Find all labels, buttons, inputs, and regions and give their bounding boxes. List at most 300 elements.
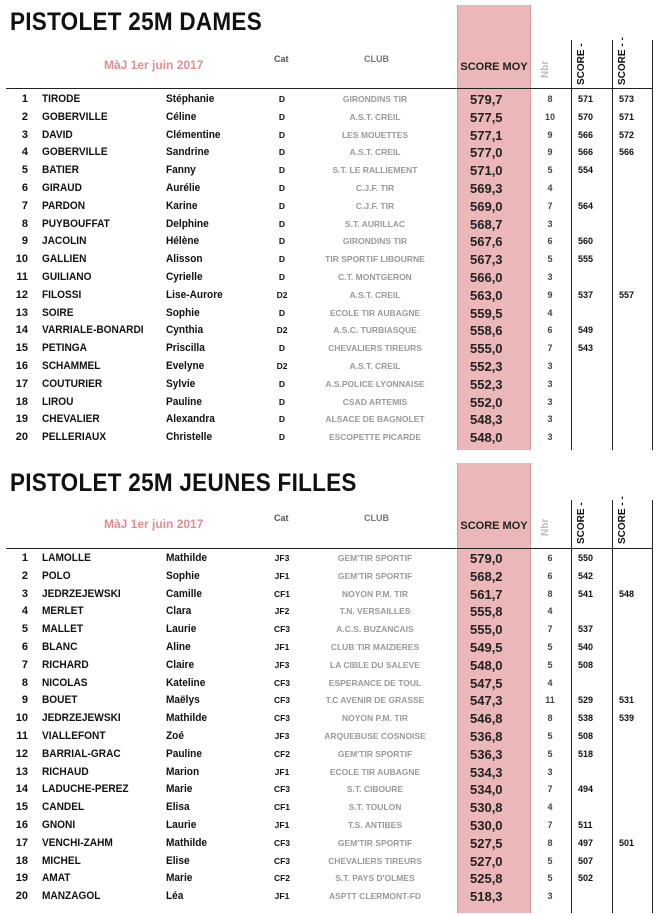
cell-score-moy: 577,0 (470, 145, 503, 161)
table-row (0, 835, 660, 853)
cell-category: D (278, 165, 286, 176)
cell-last-name: GUILIANO (42, 270, 92, 283)
cell-last-name: SOIRE (42, 306, 74, 319)
cell-score-2: 531 (619, 695, 635, 706)
cell-club: TIR SPORTIF LIBOURNE (325, 254, 425, 265)
cell-last-name: VIALLEFONT (42, 729, 106, 742)
cell-category: D2 (276, 289, 288, 300)
cell-nbr: 8 (547, 713, 553, 724)
cell-rank: 3 (21, 587, 28, 600)
cell-first-name: Céline (166, 110, 197, 123)
cell-nbr: 7 (547, 819, 553, 830)
cell-last-name: MALLET (42, 623, 84, 636)
cell-club: CHEVALIERS TIREURS (328, 855, 422, 866)
cell-last-name: GOBERVILLE (42, 146, 108, 159)
cell-nbr: 8 (547, 588, 553, 599)
cell-last-name: MANZAGOL (42, 890, 101, 903)
cell-last-name: CANDEL (42, 801, 85, 814)
header-score-1: SCORE - (576, 43, 587, 85)
cell-category: D (278, 218, 286, 229)
table-row (0, 429, 660, 447)
cell-club: A.S.T. CREIL (349, 147, 401, 158)
cell-rank: 20 (15, 431, 28, 444)
cell-club: ECOLE TIR AUBAGNE (329, 766, 421, 777)
cell-rank: 5 (21, 164, 28, 177)
table-row (0, 853, 660, 871)
cell-first-name: Evelyne (166, 359, 205, 372)
cell-first-name: Laurie (166, 623, 197, 636)
cell-last-name: PETINGA (42, 342, 87, 355)
cell-category: JF3 (274, 553, 290, 563)
cell-category: CF3 (273, 695, 291, 706)
cell-first-name: Kateline (166, 676, 206, 689)
cell-nbr: 4 (547, 802, 553, 813)
update-date: MàJ 1er juin 2017 (104, 517, 204, 531)
cell-last-name: COUTURIER (42, 377, 103, 390)
cell-rank: 8 (21, 676, 28, 689)
cell-first-name: Elise (166, 854, 190, 867)
cell-rank: 17 (15, 836, 28, 849)
cell-category: D (278, 414, 286, 425)
cell-rank: 1 (21, 552, 28, 564)
cell-score-moy: 548,0 (470, 430, 503, 446)
table-row (0, 799, 660, 817)
cell-last-name: LAMOLLE (42, 552, 91, 564)
cell-score-moy: 579,0 (470, 551, 503, 566)
cell-score-1: 529 (578, 695, 594, 706)
cell-rank: 5 (21, 623, 28, 636)
table-row (0, 764, 660, 782)
cell-club: ASPTT CLERMONT-FD (328, 891, 422, 902)
cell-score-2: 557 (619, 289, 635, 300)
cell-score-moy: 552,0 (470, 394, 503, 410)
cell-first-name: Fanny (166, 164, 196, 177)
section-dames (0, 0, 660, 455)
cell-nbr: 6 (547, 570, 553, 581)
cell-score-1: 542 (578, 570, 594, 581)
table-row (0, 603, 660, 621)
cell-score-1: 502 (578, 873, 594, 884)
cell-first-name: Sandrine (166, 146, 210, 159)
cell-score-1: 508 (578, 730, 594, 741)
cell-category: D (278, 182, 286, 193)
cell-rank: 18 (15, 395, 28, 408)
header-club: CLUB (364, 513, 389, 523)
cell-nbr: 8 (547, 837, 553, 848)
cell-score-2: 572 (619, 129, 635, 140)
cell-last-name: PUYBOUFFAT (42, 217, 110, 230)
cell-last-name: GALLIEN (42, 253, 87, 266)
cell-score-moy: 561,7 (470, 586, 503, 602)
table-row (0, 180, 660, 198)
cell-rank: 12 (15, 288, 28, 301)
cell-rank: 14 (15, 324, 28, 337)
table-row (0, 550, 660, 568)
cell-category: CF3 (273, 855, 291, 866)
cell-last-name: VENCHI-ZAHM (42, 836, 113, 849)
cell-score-1: 571 (578, 94, 594, 104)
table-row (0, 251, 660, 269)
cell-last-name: RICHAUD (42, 765, 89, 778)
cell-category: D (278, 200, 286, 211)
cell-first-name: Alisson (166, 253, 203, 266)
cell-rank: 15 (15, 342, 28, 355)
cell-score-1: 554 (578, 165, 594, 176)
cell-score-1: 543 (578, 343, 594, 354)
cell-category: D (278, 94, 286, 104)
cell-first-name: Clara (166, 605, 192, 618)
cell-club: GEM'TIR SPORTIF (337, 570, 413, 581)
cell-rank: 11 (16, 270, 28, 283)
cell-nbr: 7 (547, 784, 553, 795)
cell-category: JF1 (274, 641, 290, 652)
cell-score-1: 540 (578, 641, 594, 652)
cell-rank: 11 (16, 729, 28, 742)
cell-score-1: 560 (578, 236, 594, 247)
header-nbr: Nbr (540, 60, 551, 78)
cell-score-1: 507 (578, 855, 594, 866)
cell-nbr: 10 (544, 111, 555, 122)
table-row (0, 394, 660, 412)
cell-category: JF1 (274, 570, 290, 581)
cell-rank: 12 (15, 747, 28, 760)
table-row (0, 109, 660, 127)
cell-nbr: 3 (547, 766, 553, 777)
cell-last-name: NICOLAS (42, 676, 88, 689)
table-row (0, 376, 660, 394)
cell-last-name: LADUCHE-PEREZ (42, 783, 129, 796)
cell-rank: 3 (21, 128, 28, 141)
results-table (0, 91, 660, 447)
cell-nbr: 6 (547, 236, 553, 247)
cell-last-name: BATIER (42, 164, 79, 177)
cell-category: D2 (276, 360, 288, 371)
cell-first-name: Marion (166, 765, 200, 778)
cell-category: CF3 (273, 837, 291, 848)
cell-club: C.T. MONTGERON (338, 271, 412, 282)
cell-nbr: 9 (547, 147, 553, 158)
cell-club: ESCOPETTE PICARDE (328, 432, 422, 443)
cell-club: C.J.F. TIR (355, 200, 395, 211)
table-row (0, 710, 660, 728)
cell-last-name: DAVID (42, 128, 73, 141)
cell-category: D (278, 271, 286, 282)
cell-score-moy: 546,8 (470, 711, 503, 727)
cell-first-name: Cynthia (166, 324, 204, 337)
cell-score-moy: 536,3 (470, 746, 503, 762)
cell-first-name: Stéphanie (166, 93, 215, 105)
cell-score-moy: 518,3 (470, 889, 503, 905)
cell-club: A.S.POLICE LYONNAISE (325, 378, 425, 389)
cell-score-moy: 566,0 (470, 269, 503, 285)
table-row (0, 233, 660, 251)
cell-rank: 7 (21, 199, 28, 212)
cell-club: C.J.F. TIR (355, 182, 395, 193)
cell-score-moy: 530,0 (470, 817, 503, 833)
cell-first-name: Mathilde (166, 712, 208, 725)
table-row (0, 746, 660, 764)
cell-score-moy: 569,0 (470, 198, 503, 214)
cell-nbr: 3 (547, 360, 553, 371)
cell-rank: 19 (15, 872, 28, 885)
cell-score-moy: 552,3 (470, 358, 503, 374)
cell-score-moy: 563,0 (470, 287, 503, 303)
table-row (0, 657, 660, 675)
header-rule (6, 548, 652, 549)
cell-category: JF1 (274, 766, 290, 777)
cell-club: T.S. ANTIBES (348, 819, 402, 830)
cell-nbr: 5 (547, 873, 553, 884)
cell-score-moy: 567,3 (470, 252, 503, 268)
cell-category: JF3 (274, 659, 290, 670)
cell-club: S.T. AURILLAC (344, 218, 406, 229)
cell-club: NOYON P.M. TIR (342, 713, 408, 724)
cell-last-name: JACOLIN (42, 235, 87, 248)
header-score-2: SCORE - - (617, 37, 628, 85)
cell-club: CLUB TIR MAIZIERES (330, 641, 420, 652)
cell-score-moy: 555,8 (470, 604, 503, 620)
cell-first-name: Lise-Aurore (166, 288, 223, 301)
cell-nbr: 7 (547, 343, 553, 354)
cell-last-name: GNONI (42, 818, 76, 831)
cell-category: D (278, 254, 286, 265)
cell-nbr: 4 (547, 606, 553, 617)
section-title: PISTOLET 25M DAMES (10, 8, 262, 36)
cell-first-name: Marie (166, 783, 193, 796)
cell-club: GEM'TIR SPORTIF (337, 837, 413, 848)
table-row (0, 870, 660, 888)
cell-rank: 10 (15, 253, 28, 266)
cell-score-moy: 534,3 (470, 764, 503, 780)
cell-category: D (278, 147, 286, 158)
cell-category: CF3 (273, 624, 291, 635)
cell-score-moy: 571,0 (470, 163, 503, 179)
cell-last-name: GIRAUD (42, 181, 82, 194)
cell-category: D (278, 129, 286, 140)
cell-rank: 14 (15, 783, 28, 796)
cell-nbr: 5 (547, 730, 553, 741)
cell-first-name: Karine (166, 199, 198, 212)
cell-last-name: BARRIAL-GRAC (42, 747, 121, 760)
cell-rank: 7 (21, 658, 28, 671)
cell-category: CF3 (273, 677, 291, 688)
cell-category: D (278, 343, 286, 354)
cell-score-moy: 552,3 (470, 376, 503, 392)
cell-rank: 13 (15, 765, 28, 778)
table-row (0, 144, 660, 162)
cell-category: CF1 (273, 802, 291, 813)
cell-club: LA CIBLE DU SALEVE (330, 659, 420, 670)
cell-score-1: 508 (578, 659, 594, 670)
cell-nbr: 5 (547, 748, 553, 759)
cell-score-2: 571 (619, 111, 635, 122)
cell-score-moy: 548,3 (470, 412, 503, 428)
cell-first-name: Delphine (166, 217, 209, 230)
cell-last-name: BLANC (42, 640, 78, 653)
cell-category: D (278, 307, 286, 318)
cell-last-name: GOBERVILLE (42, 110, 108, 123)
cell-rank: 4 (21, 605, 28, 618)
cell-last-name: LIROU (42, 395, 74, 408)
cell-first-name: Maëlys (166, 694, 200, 707)
cell-first-name: Sophie (166, 306, 200, 319)
cell-category: D (278, 111, 286, 122)
cell-first-name: Léa (166, 890, 184, 903)
cell-rank: 10 (15, 712, 28, 725)
cell-nbr: 3 (547, 414, 553, 425)
cell-club: A.S.T. CREIL (349, 360, 401, 371)
header-cat: Cat (274, 54, 289, 64)
table-row (0, 269, 660, 287)
table-row (0, 888, 660, 906)
cell-first-name: Mathilde (166, 836, 208, 849)
table-row (0, 639, 660, 657)
cell-club: LES MOUETTES (341, 129, 409, 140)
header-score-2: SCORE - - (617, 496, 628, 544)
cell-score-1: 537 (578, 289, 594, 300)
section-title: PISTOLET 25M JEUNES FILLES (10, 469, 357, 497)
cell-category: JF1 (274, 819, 290, 830)
cell-rank: 9 (21, 235, 28, 248)
cell-score-1: 549 (578, 325, 594, 336)
cell-score-moy: 568,7 (470, 216, 503, 232)
cell-last-name: MICHEL (42, 854, 81, 867)
table-row (0, 781, 660, 799)
table-row (0, 675, 660, 693)
cell-score-moy: 548,0 (470, 657, 503, 673)
cell-nbr: 8 (547, 94, 553, 104)
cell-first-name: Hélène (166, 235, 200, 248)
cell-category: JF3 (274, 730, 290, 741)
cell-nbr: 5 (547, 659, 553, 670)
cell-score-1: 538 (578, 713, 594, 724)
cell-first-name: Sophie (166, 569, 200, 582)
cell-club: ARQUEBUSE COSNOISE (324, 730, 426, 741)
cell-first-name: Aline (166, 640, 191, 653)
cell-last-name: PARDON (42, 199, 86, 212)
cell-category: CF3 (273, 713, 291, 724)
cell-category: JF2 (274, 606, 290, 617)
cell-nbr: 3 (547, 396, 553, 407)
cell-nbr: 6 (547, 325, 553, 336)
table-row (0, 728, 660, 746)
cell-first-name: Zoé (166, 729, 184, 742)
cell-nbr: 7 (547, 200, 553, 211)
cell-category: JF1 (274, 891, 290, 902)
cell-rank: 19 (15, 413, 28, 426)
cell-score-1: 555 (578, 254, 594, 265)
cell-nbr: 7 (547, 624, 553, 635)
cell-nbr: 9 (547, 289, 553, 300)
cell-score-1: 570 (578, 111, 594, 122)
cell-score-2: 539 (619, 713, 635, 724)
cell-club: A.C.S. BUZANCAIS (336, 624, 414, 635)
cell-score-moy: 567,6 (470, 234, 503, 250)
cell-nbr: 5 (547, 641, 553, 652)
cell-first-name: Christelle (166, 431, 213, 444)
cell-club: T.C AVENIR DE GRASSE (325, 695, 425, 706)
cell-rank: 17 (15, 377, 28, 390)
cell-score-moy: 579,7 (470, 92, 503, 107)
cell-rank: 1 (21, 93, 28, 105)
cell-rank: 4 (21, 146, 28, 159)
cell-club: CSAD ARTEMIS (342, 396, 408, 407)
cell-category: CF3 (273, 784, 291, 795)
cell-last-name: CHEVALIER (42, 413, 100, 426)
cell-first-name: Aurélie (166, 181, 201, 194)
table-row (0, 692, 660, 710)
cell-score-2: 548 (619, 588, 635, 599)
cell-club: ECOLE TIR AUBAGNE (329, 307, 421, 318)
cell-rank: 20 (15, 890, 28, 903)
cell-last-name: POLO (42, 569, 71, 582)
update-date: MàJ 1er juin 2017 (104, 58, 204, 72)
table-row (0, 340, 660, 358)
cell-rank: 6 (21, 181, 28, 194)
cell-club: NOYON P.M. TIR (342, 588, 408, 599)
cell-nbr: 5 (547, 165, 553, 176)
cell-score-1: 566 (578, 147, 594, 158)
header-club: CLUB (364, 54, 389, 64)
cell-first-name: Laurie (166, 818, 197, 831)
cell-nbr: 5 (547, 855, 553, 866)
table-row (0, 586, 660, 604)
table-row (0, 91, 660, 109)
cell-score-1: 566 (578, 129, 594, 140)
table-row (0, 322, 660, 340)
table-row (0, 305, 660, 323)
cell-club: GIRONDINS TIR (342, 236, 408, 247)
cell-nbr: 3 (547, 218, 553, 229)
cell-nbr: 3 (547, 432, 553, 443)
cell-club: S.T. PAYS D'OLMES (335, 873, 415, 884)
cell-rank: 9 (21, 694, 28, 707)
cell-score-moy: 558,6 (470, 323, 503, 339)
cell-rank: 2 (21, 569, 28, 582)
table-row (0, 287, 660, 305)
cell-nbr: 6 (547, 553, 553, 563)
cell-last-name: MERLET (42, 605, 84, 618)
table-row (0, 358, 660, 376)
cell-last-name: AMAT (42, 872, 71, 885)
cell-last-name: SCHAMMEL (42, 359, 101, 372)
cell-first-name: Alexandra (166, 413, 215, 426)
cell-club: GEM'TIR SPORTIF (337, 748, 413, 759)
cell-club: S.T. LE RALLIEMENT (332, 165, 418, 176)
cell-last-name: VARRIALE-BONARDI (42, 324, 144, 337)
header-score-moy: SCORE MOY (460, 61, 528, 73)
cell-category: CF2 (273, 748, 291, 759)
table-row (0, 411, 660, 429)
cell-first-name: Clémentine (166, 128, 221, 141)
cell-nbr: 4 (547, 307, 553, 318)
cell-first-name: Camille (166, 587, 203, 600)
cell-score-moy: 577,5 (470, 109, 503, 125)
cell-score-moy: 527,0 (470, 853, 503, 869)
header-nbr: Nbr (540, 518, 551, 536)
cell-first-name: Mathilde (166, 552, 208, 564)
table-row (0, 216, 660, 234)
table-row (0, 127, 660, 145)
section-jeunes-filles (0, 460, 660, 915)
cell-score-moy: 536,8 (470, 728, 503, 744)
cell-nbr: 11 (545, 695, 555, 706)
cell-nbr: 3 (547, 271, 553, 282)
cell-score-moy: 577,1 (470, 127, 503, 143)
cell-club: ESPERANCE DE TOUL (328, 677, 422, 688)
cell-last-name: PELLERIAUX (42, 431, 107, 444)
table-row (0, 162, 660, 180)
